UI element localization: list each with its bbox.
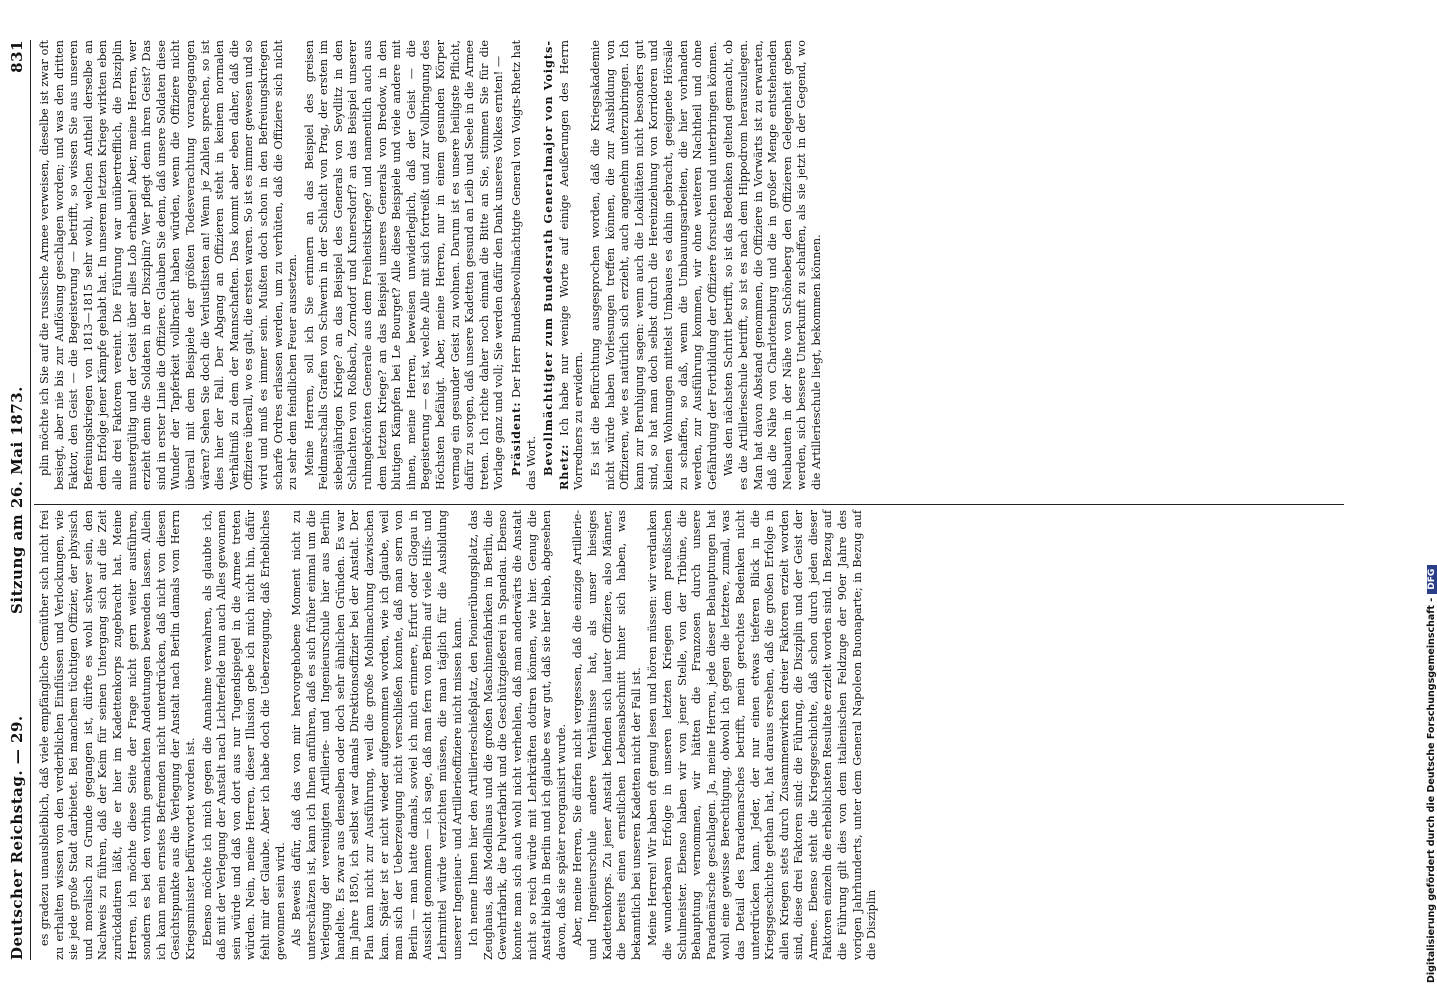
speaker-paragraph	[541, 40, 587, 490]
speaker-text: Der Herr Bundesbevollmächtigte General von Voigts-Rhetz hat das Wort.	[510, 40, 538, 490]
paragraph: Als Beweis dafür, daß das von mir hervorgehobene Moment nicht zu unterschätzen ist, kann ich Ihnen anführen, daß es sich früher einmal um die Verlegung der vereinigten Artillerie- und Ingenieurschule hier aus Berlin handelte. Es zwar aus denselben oder doch sehr ähnlichen Gründen. Es war im Jahre 1850, ich selbst war damals Direktionsoffizier bei der Anstalt. Der Plan kam nicht zur Ausführung, weil die große Mobilmachung dazwischen kam. Später ist er nicht wieder aufgenommen worden, wie ich glaube, weil man sich der Ueberzeugung nicht verschließen konnte, daß man sern von Berlin — man hatte damals, soviel ich mich erinnere, Erfurt oder Glogau in Aussicht genommen — ich sage, daß man fern von Berlin auf viele Hilfs- und Lehrmittel würde verzichten müssen, die man täglich für die Ausbildung unserer Ingenieur- und Artillerieoffiziere nicht missen kann.	[290, 510, 464, 960]
speaker-label: Präsident:	[509, 401, 523, 476]
paragraph: Ebenso möchte ich mich gegen die Annahme verwahren, als glaubte ich, daß mit der Verlegung der Anstalt nach Lichterfelde nun auch Alles gewonnen sein würde und daß von dort aus nur Tugendspiegel in die Armee treten würden. Nein, meine Herren, dieser Illusion gebe ich mich nicht hin, dafür fehlt mir der Glaube. Aber ich habe doch die Ueberzeugung, daß Erhebliches gewonnen sein wird.	[200, 510, 287, 960]
header-rule	[30, 40, 31, 960]
paragraph: Aber, meine Herren, Sie dürfen nicht vergessen, daß die einzige Artillerie- und Ingenieurschule andere Verhältnisse hat, als unser hiesiges Kadettenkorps. Zu jener Anstalt befinden sich lauter Offiziere, also Männer, die bereits einen ernstlichen Lebensabschnitt hinter sich haben, was bekanntlich bei unseren Kadetten nicht der Fall ist.	[571, 510, 643, 960]
paragraph: Ich nenne Ihnen hier den Artillerieschießplatz, den Pionierübungsplatz, das Zeughaus, das Modellhaus und die großen Maschinenfabriken in Berlin, die Gewehrfabrik, die Pulverfabrik und die Geschützgießerei in Spandau. Ebenso konnte man sich auch wohl nicht verhehlen, daß man anderwärts die Anstalt nicht so reich würde mit Lehrkräften dotiren können, wie hier. Genug die Anstalt blieb in Berlin und ich glaube es war gut, daß sie hier blieb, abgesehen davon, daß sie später reorganisirt wurde.	[467, 510, 568, 960]
header-session-date: Sitzung am 26. Mai 1873.	[8, 386, 26, 614]
page-header	[8, 40, 30, 960]
credit-text: Digitalisierung gefördert durch die Deutsche Forschungsgemeinschaft -	[1426, 597, 1437, 983]
header-page-number: 831	[8, 40, 26, 73]
left-column	[38, 510, 1338, 960]
speaker-paragraph	[509, 40, 539, 490]
speaker-label: Bevollmächtigter zum Bundesrath Generalmajor von Voigts-Rhetz:	[541, 40, 571, 490]
header-publication: Deutscher Reichstag. — 29.	[8, 715, 26, 960]
paragraph: Es ist die Befürchtung ausgesprochen worden, daß die Kriegsakademie nicht würde haben Vorlesungen treffen können, die zur Ausbildung von Offizieren, wie es natürlich sich erzieht, auch angenehm unterzubringen. Ich kann zur Beruhigung sagen: wenn auch die Lokalitäten nicht besonders gut sind, so hat man doch selbst durch die Hereinziehung von Korridoren und kleinen Wohnungen mittelst Umbaues es dahin gebracht, geeignete Hörsäle zu schaffen, so daß, wenn die Umbauungsarbeiten, die hier vorhanden werden, zur Ausführung kommen, wir ohne weiteren Nachtheil und ohne Gefährdung der Fortbildung der Offiziere forsuchen und unterbringen können.	[588, 40, 719, 490]
credit-line	[1426, 23, 1437, 983]
paragraph: Was den nächsten Schritt betrifft, so ist das Bedenken geltend gemacht, ob es die Artillerieschule betrifft, so ist es nach dem Hippodrom herauszulegen. Man hat davon Abstand genommen, die Offiziere in Vorwärts ist zu erwarten, daß die Nähe von Charlottenburg und die in großer Menge entstehenden Neubauten in der Nähe von Schöneberg den Offizieren Gelegenheit geben werden, sich bessere Unterkunft zu schaffen, als sie jetzt in der Gegend, wo die Artillerieschule liegt, bekommen können.	[722, 40, 823, 490]
dfg-logo: DFG	[1427, 565, 1437, 594]
paragraph: Meine Herren, soll ich Sie erinnern an das Beispiel des greisen Feldmarschalls Grafen von Schwerin in der Schlacht von Prag, der ersten im siebenjährigen Kriege? an das Beispiel des Generals von Seydlitz in den Schlachten von Roßbach, Zorndorf und Kunersdorf? an das Beispiel unserer ruhmgekrönten Generale aus dem Freiheitskriege? und namentlich auch aus dem letzten Kriege? an das Beispiel unseres Generals von Bredow, in den blutigen Kämpfen bei Le Bourget? Alle diese Beispiele und viele andere mit ihnen, meine Herren, beweisen unwiderleglich, daß der Geist — die Begeisterung — es ist, welche Alle mit sich fortreißt und zur Vollbringung des Höchsten befähigt. Aber, meine Herren, nur in einem gesunden Körper vermag ein gesunder Geist zu wohnen. Darum ist es unsere heiligste Pflicht, dafür zu sorgen, daß unsere Kadetten gesund an Leib und Seele in die Armee treten. Ich richte daher noch einmal die Bitte an Sie, stimmen Sie für die Vorlage ganz und voll; Sie werden dafür den Dank unseres Volkes ernten! —	[302, 40, 506, 490]
digitization-credit	[1406, 8, 1437, 998]
paragraph: Meine Herren! Wir haben oft genug lesen und hören müssen: wir verdanken die wunderbaren Erfolge in unseren letzten Kriegen dem preußischen Schulmeister. Ebenso haben wir von jener Stelle, von der Tribüne, die Behauptung vernommen, wir hätten die Franzosen durch unsere Parademärsche geschlagen. Ja, meine Herren, jede dieser Behauptungen hat wohl eine gewisse Berechtigung, obwohl ich gegen die letztere, zumal, was das Detail des Parademarsches betrifft, mein gerechtes Bedenken nicht unterdrücken kann. Jeder, der nur einen etwas tieferen Blick in die Kriegsgeschichte gethan hat, hat daraus ersehen, daß die großen Erfolge in allen Kriegen stets durch Zusammenwirken dreier Faktoren erzielt worden sind, diese drei Faktoren sind: die Führung, die Disziplin und der Geist der Armee. Ebenso steht die Kriegsgeschichte, daß schon durch jeden dieser Faktoren einzeln die erheblichsten Resultate erzielt worden sind. In Bezug auf die Führung gilt dies von dem italienischen Feldzuge der 90er Jahre des vorigen Jahrhunderts, unter dem General Napoleon Buonaparte; in Bezug auf die Disziplin	[646, 510, 879, 960]
column-divider	[34, 504, 1344, 505]
paragraph: es gradezu unausbleiblich, daß viele empfängliche Gemüther sich nicht frei zu erhalten wissen von den verderblichen Einflüssen und Verlockungen, wie sie jede große Stadt darbietet. Bei manchem tüchtigen Offizier, der physisch und moralisch zu Grunde gegangen ist, dürfte es wohl schwer sein, den Nachweis zu führen, daß der Keim für seinen Untergang sich auf die Zeit zurückdatiren läßt, die er hier im Kadettenkorps zugebracht hat. Meine Herren, ich möchte diese Seite der Frage nicht gern weiter ausführen, sondern es bei den vorhin gemachten Andeutungen bewenden lassen. Allein ich kann mein ernstes Befremden nicht unterdrücken, daß nicht von diesen Gesichtspunkte aus die Verlegung der Anstalt nach Berlin damals vom Herrn Kriegsminister befürwortet worden ist.	[38, 510, 197, 960]
speaker-text: Ich habe nur wenige Worte auf einige Aeußerungen des Herrn Vorredners zu erwidern.	[557, 40, 586, 490]
right-column	[38, 40, 1338, 490]
paragraph: plin möchte ich Sie auf die russische Armee verweisen, dieselbe ist zwar oft besiegt, aber nie bis zur Auflösung geschlagen worden; und was den dritten Faktor, den Geist — die Begeisterung — betrifft, so wissen Sie aus unseren Befreiungskriegen von 1813—1815 sehr wohl, welchen Antheil derselbe an dem Erfolge jener Kämpfe gehabt hat. In unserem letzten Kriege wirkten eben alle drei Faktoren vereint. Die Führung war unübertrefflich, die Disziplin mustergültig und der Geist über alles Lob erhaben! Aber, meine Herren, wer erzieht denn die Soldaten in der Disziplin? Wer pflegt denn ihren Geist? Das sind in erster Linie die Offiziere. Glauben Sie denn, daß unsere Soldaten diese Wunder der Tapferkeit vollbracht haben würden, wenn die Offiziere nicht überall mit dem Beispiele der größten Todesverachtung vorangegangen wären? Sehen Sie doch die Verlustlisten an! Wenn je Zahlen sprechen, so ist dies hier der Fall. Der Abgang an Offizieren steht in keinem normalen Verhältniß zu dem der Mannschaften. Das kommt aber eben daher, daß die Offiziere überall, wo es galt, die ersten waren. So ist es immer gewesen und so wird und muß es immer sein. Mußten doch schon in den Befreiungskriegen scharfe Ordres erlassen werden, um zu verhüten, daß die Offiziere sich nicht zu sehr dem feindlichen Feuer aussetzen.	[38, 40, 300, 490]
